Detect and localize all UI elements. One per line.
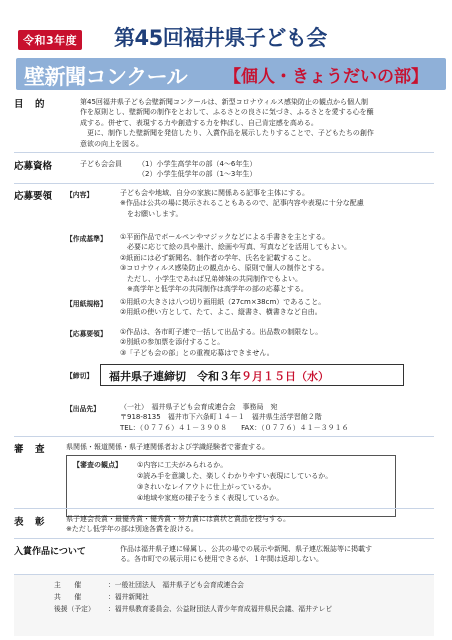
review-item: ①内容に工夫がみられるか。 — [137, 461, 228, 469]
awards-text — [66, 514, 434, 535]
awards-line: ※ただし低学年の部は別途各賞を設ける。 — [66, 525, 198, 534]
awards-line: 県子連会長賞・最優秀賞・優秀賞・努力賞には賞状と賞品を授与する。 — [66, 515, 290, 523]
section-purpose — [14, 96, 434, 154]
purpose-line: 作を原則とし、壁新聞の制作をとおして、ふるさとの良さに気づき、ふるさとを愛する心を醸 — [80, 108, 374, 117]
submit-label: 【出品先】 — [66, 405, 100, 413]
support-value: ：福井県教育委員会、公益財団法人青少年育成福井県民会議、福井テレビ — [108, 605, 333, 613]
section-submit — [14, 402, 434, 438]
purpose-text — [80, 97, 434, 149]
content-label: 【内容】 — [66, 191, 94, 199]
eligibility-label: 応募資格 — [14, 161, 53, 172]
judging-text: 県関係・報道関係・県子連関係者および学識経験者で審査する。 — [66, 443, 269, 451]
support-line — [54, 603, 394, 615]
section-guidelines — [14, 188, 434, 398]
works-label: 入賞作品について — [14, 547, 86, 557]
criteria-label: 【作成基準】 — [66, 235, 107, 243]
guidelines-label: 応募要領 — [14, 191, 53, 202]
content-line: をお願いします。 — [120, 209, 183, 218]
title-line-2: 壁新聞コンクール — [24, 65, 188, 89]
divider — [14, 436, 434, 437]
entry-line: ①作品は、各市町子連で一括して出品する。出品数の制限なし。 — [120, 328, 323, 336]
section-eligibility — [14, 158, 434, 182]
divider — [14, 152, 434, 153]
criteria-line: ①平面作品でボールペンやマジックなどによる手書きを主とする。 — [120, 233, 330, 241]
submit-line: 〒918-8135 福井市下六条町１４－１ 福井県生活学習館２階 — [120, 413, 322, 422]
review-item: ④地域や家庭の様子をうまく表現しているか。 — [137, 494, 284, 502]
title-division: 【個人・きょうだいの部】 — [224, 67, 428, 87]
eligibility-list — [138, 159, 256, 180]
works-line: る。各市町での展示用にも使用できるが、１年間は返却しない。 — [120, 555, 323, 564]
divider — [14, 508, 434, 509]
criteria-line: ただし、小学生であれば兄弟姉妹の共同制作でもよい。 — [120, 274, 302, 283]
organizer-value: ：一般社団法人 福井県子ども会育成連合会 — [108, 581, 244, 589]
deadline-prefix: 福井県子連締切 令和３年 — [109, 370, 241, 383]
section-judging — [14, 441, 434, 521]
section-awards — [14, 514, 434, 538]
criteria-line: ②紙面には必ず新聞名、制作者の学年、氏名を記載すること。 — [120, 253, 316, 262]
title-line-1: 第45回福井県子ども会 — [114, 26, 327, 50]
cohost-key: 共 催 — [54, 593, 82, 601]
organizer-line — [54, 579, 394, 591]
paper-label: 【用紙規格】 — [66, 300, 107, 308]
content-line: ※作品は公共の場に掲示されることもあるので、記事内容や表現に十分な配慮 — [120, 199, 364, 208]
support-key: 後援（予定） — [54, 605, 95, 613]
criteria-line: 必要に応じて絵の具や墨汁、絵画や写真、写真などを活用してもよい。 — [120, 243, 351, 252]
works-text — [120, 544, 434, 565]
deadline-date: ９月１５日（水） — [241, 370, 329, 383]
judging-label: 審 査 — [14, 444, 46, 455]
organizer-key: 主 催 — [54, 581, 82, 589]
review-items — [137, 460, 332, 504]
awards-label: 表 彰 — [14, 517, 46, 528]
entry-line: ②別紙の参加票を添付すること。 — [120, 338, 225, 347]
entry-line: ③「子ども会の部」との重複応募はできません。 — [120, 348, 274, 357]
criteria-text — [120, 232, 434, 294]
divider — [14, 538, 434, 539]
section-works — [14, 544, 434, 570]
works-line: 作品は福井県子連に帰属し、公共の場での展示や新聞、県子連広報誌等に掲載す — [120, 545, 372, 553]
content-text — [120, 188, 434, 219]
eligibility-item: （1）小学生高学年の部（4～6年生） — [138, 160, 257, 168]
organizer-footer — [14, 574, 434, 636]
review-item: ②読み手を意識した、楽しくわかりやすい表現にしているか。 — [137, 472, 333, 480]
criteria-line: ③コロナウィルス感染防止の観点から、原則で個人の制作とする。 — [120, 264, 329, 273]
submit-line: （一社） 福井県子ども会育成連合会 事務局 宛 — [120, 403, 278, 411]
title-banner — [16, 58, 446, 90]
cohost-line — [54, 591, 394, 603]
deadline-box — [100, 364, 404, 386]
purpose-label: 目 的 — [14, 99, 46, 110]
year-badge: 令和3年度 — [18, 30, 82, 50]
purpose-line: 意欲の向上を図る。 — [80, 139, 143, 148]
divider — [14, 183, 434, 184]
purpose-line: 更に、制作した壁新聞を発信したり、入賞作品を展示したりすることで、子どもたちの創作 — [80, 129, 374, 138]
cohost-value: ：福井新聞社 — [108, 593, 149, 601]
review-item: ③きれいなレイアウトに仕上がっているか。 — [137, 483, 276, 491]
criteria-line: ※高学年と低学年の共同制作は高学年の部の応募とする。 — [120, 285, 308, 294]
entry-text — [120, 327, 434, 358]
deadline-label: 【締切】 — [66, 372, 94, 380]
content-line: 子ども会や地域、自分の家族に関係ある記事を主体にする。 — [120, 189, 309, 197]
flyer-header — [10, 10, 442, 96]
submit-text — [120, 402, 434, 433]
eligibility-who: 子ども会会員 — [80, 160, 122, 168]
purpose-line: 第45回福井県子ども会壁新聞コンクールは、新型コロナウィルス感染防止の観点から個人制 — [80, 98, 368, 106]
review-label: 【審査の観点】 — [73, 461, 122, 469]
paper-line: ①用紙の大きさは八つ切り画用紙（27cm×38cm）であること。 — [120, 298, 326, 306]
entry-label: 【応募要領】 — [66, 330, 107, 338]
paper-line: ②用紙の使い方として、たて、よこ、縦書き、横書きなど自由。 — [120, 308, 322, 317]
paper-text — [120, 297, 434, 318]
submit-line: TEL：（０７７６）４１－３９０８ FAX：（０７７６）４１－３９１６ — [120, 423, 349, 432]
purpose-line: 成する。併せて、表現する力や創造する力を伸ばし、自己肯定感を高める。 — [80, 118, 318, 127]
eligibility-item: （2）小学生低学年の部（1～3年生） — [138, 170, 257, 179]
